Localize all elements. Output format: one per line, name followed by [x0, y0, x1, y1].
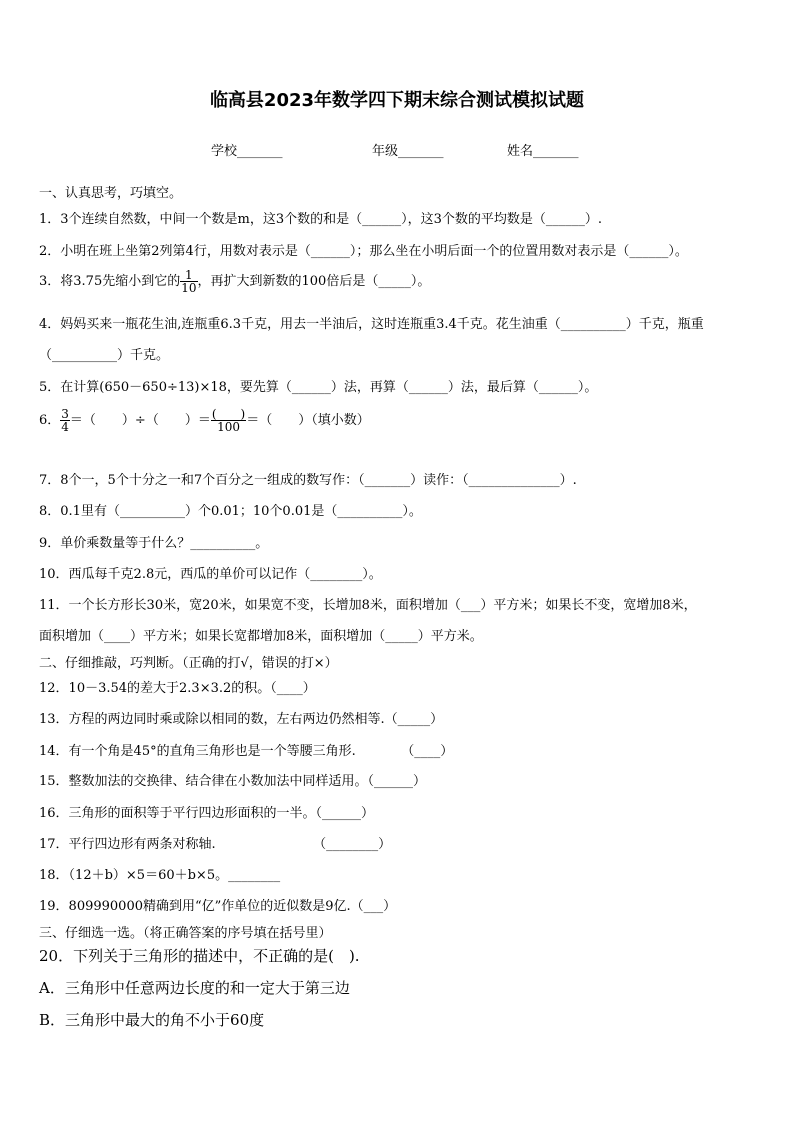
question-4-line-1: 4．妈妈买来一瓶花生油,连瓶重6.3千克，用去一半油后，这时连瓶重3.4千克。花生油重（__________）千克，瓶重 — [39, 317, 704, 332]
page-title: 临高县2023年数学四下期末综合测试模拟试题 — [209, 90, 585, 111]
option-a: A．三角形中任意两边长度的和一定大于第三边 — [39, 979, 350, 997]
fraction-denominator: 10 — [181, 281, 197, 295]
question-8: 8．0.1里有（__________）个0.01；10个0.01是（__________）。 — [39, 504, 422, 519]
question-12: 12．10－3.54的差大于2.3×3.2的积。（____） — [39, 681, 316, 696]
question-3 — [39, 269, 430, 294]
fraction-denominator: 4 — [61, 420, 69, 434]
question-18: 18．（12＋b）×5＝60＋b×5。________ — [39, 868, 281, 883]
fraction-numerator: ( ) — [211, 407, 246, 421]
question-6-text-a: ＝（ ）÷（ ）＝ — [69, 413, 211, 428]
question-10: 10．西瓜每千克2.8元，西瓜的单价可以记作（________）。 — [39, 567, 382, 582]
fraction-three-quarters — [60, 408, 70, 433]
question-6 — [39, 408, 370, 433]
question-11-line-1: 11．一个长方形长30米，宽20米，如果宽不变，长增加8米，面积增加（___）平方米；如果长不变，宽增加8米， — [39, 598, 697, 613]
question-4-line-2: （__________）千克。 — [39, 348, 170, 363]
fraction-denominator: 100 — [217, 420, 240, 434]
school-field[interactable]: 学校_______ — [211, 144, 283, 159]
question-15: 15．整数加法的交换律、结合律在小数加法中同样适用。（______） — [39, 774, 427, 789]
question-14: 14．有一个角是45°的直角三角形也是一个等腰三角形. （____） — [39, 744, 454, 759]
fraction-one-tenth — [180, 269, 197, 294]
option-b: B．三角形中最大的角不小于60度 — [39, 1011, 265, 1029]
question-5: 5．在计算(650－650÷13)×18，要先算（______）法，再算（______）法，最后算（______）。 — [39, 380, 598, 395]
question-16: 16．三角形的面积等于平行四边形面积的一半。（______） — [39, 806, 375, 821]
question-9: 9．单价乘数量等于什么？__________。 — [39, 536, 269, 551]
question-6-number: 6． — [39, 413, 61, 428]
question-7: 7．8个一，5个十分之一和7个百分之一组成的数写作：（_______）读作：（______________）. — [39, 473, 577, 488]
name-field[interactable]: 姓名_______ — [507, 144, 579, 159]
question-19: 19．809990000精确到用“亿”作单位的近似数是9亿.（___） — [39, 899, 397, 914]
question-13: 13．方程的两边同时乘或除以相同的数，左右两边仍然相等.（_____） — [39, 712, 444, 727]
question-17: 17．平行四边形有两条对称轴. （________） — [39, 837, 392, 852]
section-true-false: 二、仔细推敲，巧判断。（正确的打√，错误的打×） — [39, 656, 338, 671]
section-multiple-choice: 三、仔细选一选。（将正确答案的序号填在括号里） — [39, 926, 332, 941]
question-3-text-a: 3．将3.75先缩小到它的 — [39, 274, 181, 289]
question-20: 20．下列关于三角形的描述中，不正确的是( ). — [39, 947, 360, 965]
fraction-over-hundred — [211, 408, 246, 433]
question-11-line-2: 面积增加（____）平方米；如果长宽都增加8米，面积增加（_____）平方米。 — [39, 629, 483, 644]
question-2: 2．小明在班上坐第2列第4行，用数对表示是（______）；那么坐在小明后面一个的位置用数对表示是（______）。 — [39, 244, 688, 259]
grade-field[interactable]: 年级_______ — [372, 144, 444, 159]
fraction-numerator: 1 — [180, 269, 197, 282]
question-1: 1．3个连续自然数，中间一个数是m，这3个数的和是（______），这3个数的平均数是（______）. — [39, 212, 603, 227]
section-fill-blank: 一、认真思考，巧填空。 — [39, 186, 183, 201]
fraction-numerator: 3 — [61, 407, 69, 421]
question-6-text-b: ＝（ ）（填小数） — [246, 413, 370, 428]
question-3-text-b: ，再扩大到新数的100倍后是（_____）。 — [197, 274, 431, 289]
